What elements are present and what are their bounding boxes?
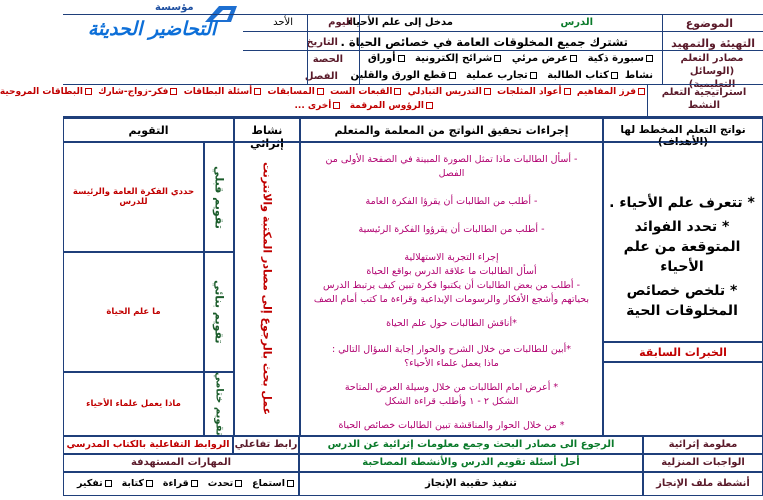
interactive-label: رابط تفاعلي: [233, 436, 299, 454]
procedure-step: - أطلب من بعض الطالبات أن يكتبوا فكرة تبين كيف يرتبط الدرس بحياتهم وأشجع الأفكار والرسومات الإبداعية وقراءة ما كتب أمام الصف: [313, 280, 590, 305]
lesson-label: الدرس: [560, 17, 593, 28]
intro-label: التهيئة والتمهيد: [671, 37, 755, 50]
eval-label-formative: تقويم بنائي: [204, 252, 234, 372]
class-label: الفصل: [304, 71, 338, 82]
day-value: الأحد: [273, 17, 293, 28]
outcome-item: * تتعرف علم الأحياء .: [609, 195, 755, 211]
activity-cell: [234, 142, 300, 436]
resource-activity[interactable]: نشاط: [624, 70, 653, 81]
procedure-step: *أبين للطالبات من خلال الشرح والحوار إجابة السؤال التالي :: [331, 344, 572, 355]
header-procedures: إجراءات تحقيق النواتج من المعلمة والمتعلم: [300, 118, 603, 142]
skill-thinking[interactable]: تفكير: [77, 478, 112, 489]
prior-knowledge-cell: [603, 362, 763, 436]
activity-text: عمل بحث بالرجوع إلى مصادر المكتبة والانترنت: [260, 162, 274, 416]
procedure-step: الشكل ٢ - ١ وأطلب قراءة الشكل: [384, 396, 519, 407]
strategy-think-pair-share[interactable]: فكر-زواج-شارك: [98, 87, 177, 97]
skill-writing[interactable]: كتابة: [122, 478, 153, 489]
eval-text-summative: ماذا يعمل علماء الأحياء: [63, 372, 204, 436]
resources-row-1: [368, 53, 653, 64]
topic-label: الموضوع: [685, 17, 733, 30]
enrichment-value: الرجوع الى مصادر البحث وجمع معلومات إثرائية عن الدرس: [299, 436, 643, 454]
header-evaluation: التقويم: [63, 118, 234, 142]
skill-speaking[interactable]: تحدث: [208, 478, 242, 489]
procedure-step: - أطلب من الطالبات أن يقرؤا الفكرة العامة: [365, 196, 538, 207]
header-activity: نشاط إثرائي: [234, 118, 300, 142]
resources-row-2: [351, 70, 654, 81]
eval-label-summative: تقويم ختامي: [204, 372, 234, 436]
intro-value: تشترك جميع المخلوقات العامة في خصائص الحياة .: [340, 35, 628, 49]
strategy-other[interactable]: أخرى ...: [294, 101, 340, 111]
procedure-step: *أناقش الطالبات حول علم الحياة: [386, 318, 517, 329]
skill-listening[interactable]: استماع: [252, 478, 294, 489]
eval-text-formative: ما علم الحياة: [63, 252, 204, 372]
procedure-step: * من خلال الحوار والمناقشة تبين الطالبات خصائص الحياة: [338, 420, 565, 431]
resources-label: مصادر التعلم (الوسائل التعليمية): [680, 53, 744, 90]
procedure-step: إجراء التجربة الاستهلالية: [404, 252, 499, 263]
portfolio-value: تنفيذ حقيبة الإنجاز: [299, 472, 643, 496]
procedure-step: - أطلب من الطالبات أن يقرؤوا الفكرة الرئيسية: [358, 224, 545, 235]
strategy-six-hats[interactable]: القبعات الست: [330, 87, 401, 97]
skill-reading[interactable]: قراءة: [163, 478, 198, 489]
strategy-concepts-sort[interactable]: فرز المفاهيم: [577, 87, 645, 97]
day-label: اليوم: [328, 17, 353, 28]
procedure-step: * أعرض امام الطالبات من خلال وسيلة العرض المتاحة: [344, 382, 559, 393]
outcome-item: * تلخص خصائص المخلوقات الحية: [626, 283, 738, 319]
date-label: التاريخ: [306, 37, 338, 48]
enrichment-label: معلومة إثرائية: [643, 436, 763, 454]
lesson-value: مدخل إلى علم الأحياء: [347, 17, 453, 28]
strategy-sticks[interactable]: أعواد المثلجات: [497, 87, 570, 97]
skills-checklist: [63, 472, 299, 496]
logo: [63, 0, 243, 44]
portfolio-label: أنشطة ملف الإنجاز: [643, 472, 763, 496]
resource-papers[interactable]: أوراق: [368, 53, 405, 64]
prior-knowledge-label: الخبرات السابقة: [603, 342, 763, 362]
procedure-step: أسأل الطالبات ما علاقة الدرس بواقع الحياة: [366, 266, 537, 277]
homework-value: أحل أسئلة تقويم الدرس والأنشطة المصاحبة: [299, 454, 643, 472]
period-label: الحصة: [312, 54, 343, 65]
header-outcomes: نواتج التعلم المخطط لها (الأهداف): [603, 118, 763, 142]
strategies-label: استراتيجية التعلم النشط: [661, 87, 747, 111]
interactive-value[interactable]: الروابط التفاعلية بالكتاب المدرسي: [63, 436, 233, 454]
logo-main-text: التحاضير الحديثة: [87, 18, 217, 40]
eval-label-pre: تقويم قبلي: [204, 142, 234, 252]
logo-top-text: مؤسسة: [155, 2, 194, 13]
procedure-step: ماذا يعمل علماء الأحياء؟: [404, 358, 499, 369]
strategy-fan-cards[interactable]: البطاقات المروحية: [0, 87, 92, 97]
outcome-item: * تحدد الفوائد المتوقعة من علم الأحياء: [623, 219, 741, 275]
eval-text-pre: حددي الفكرة العامة والرئيسة للدرس: [63, 142, 204, 252]
homework-label: الواجبات المنزلية: [643, 454, 763, 472]
strategies-line-2: [294, 101, 433, 111]
resource-paper-pens[interactable]: قطع الورق والقلين: [351, 70, 456, 81]
strategy-competitions[interactable]: المسابقات: [267, 87, 323, 97]
procedures-cell: [300, 142, 603, 436]
strategy-card-questions[interactable]: أسئلة البطاقات: [184, 87, 261, 97]
resource-experiments[interactable]: تجارب عملية: [466, 70, 537, 81]
strategy-numbered-heads[interactable]: الرؤوس المرقمة: [350, 101, 433, 111]
resource-video[interactable]: عرض مرئي: [512, 53, 577, 64]
strategy-reciprocal[interactable]: التدريس التبادلي: [408, 87, 491, 97]
skills-label: المهارات المستهدفة: [63, 454, 299, 472]
strategies-line-1: [0, 87, 645, 97]
resource-book[interactable]: كتاب الطالبة: [547, 70, 618, 81]
outcomes-cell: [603, 142, 763, 342]
resource-slides[interactable]: شرائح إلكترونية: [415, 53, 501, 64]
resource-smartboard[interactable]: سبورة ذكية: [588, 53, 653, 64]
procedure-step: - أسأل الطالبات ماذا تمثل الصورة المبينة في الصفحة الأولى من الفصل: [325, 154, 578, 179]
